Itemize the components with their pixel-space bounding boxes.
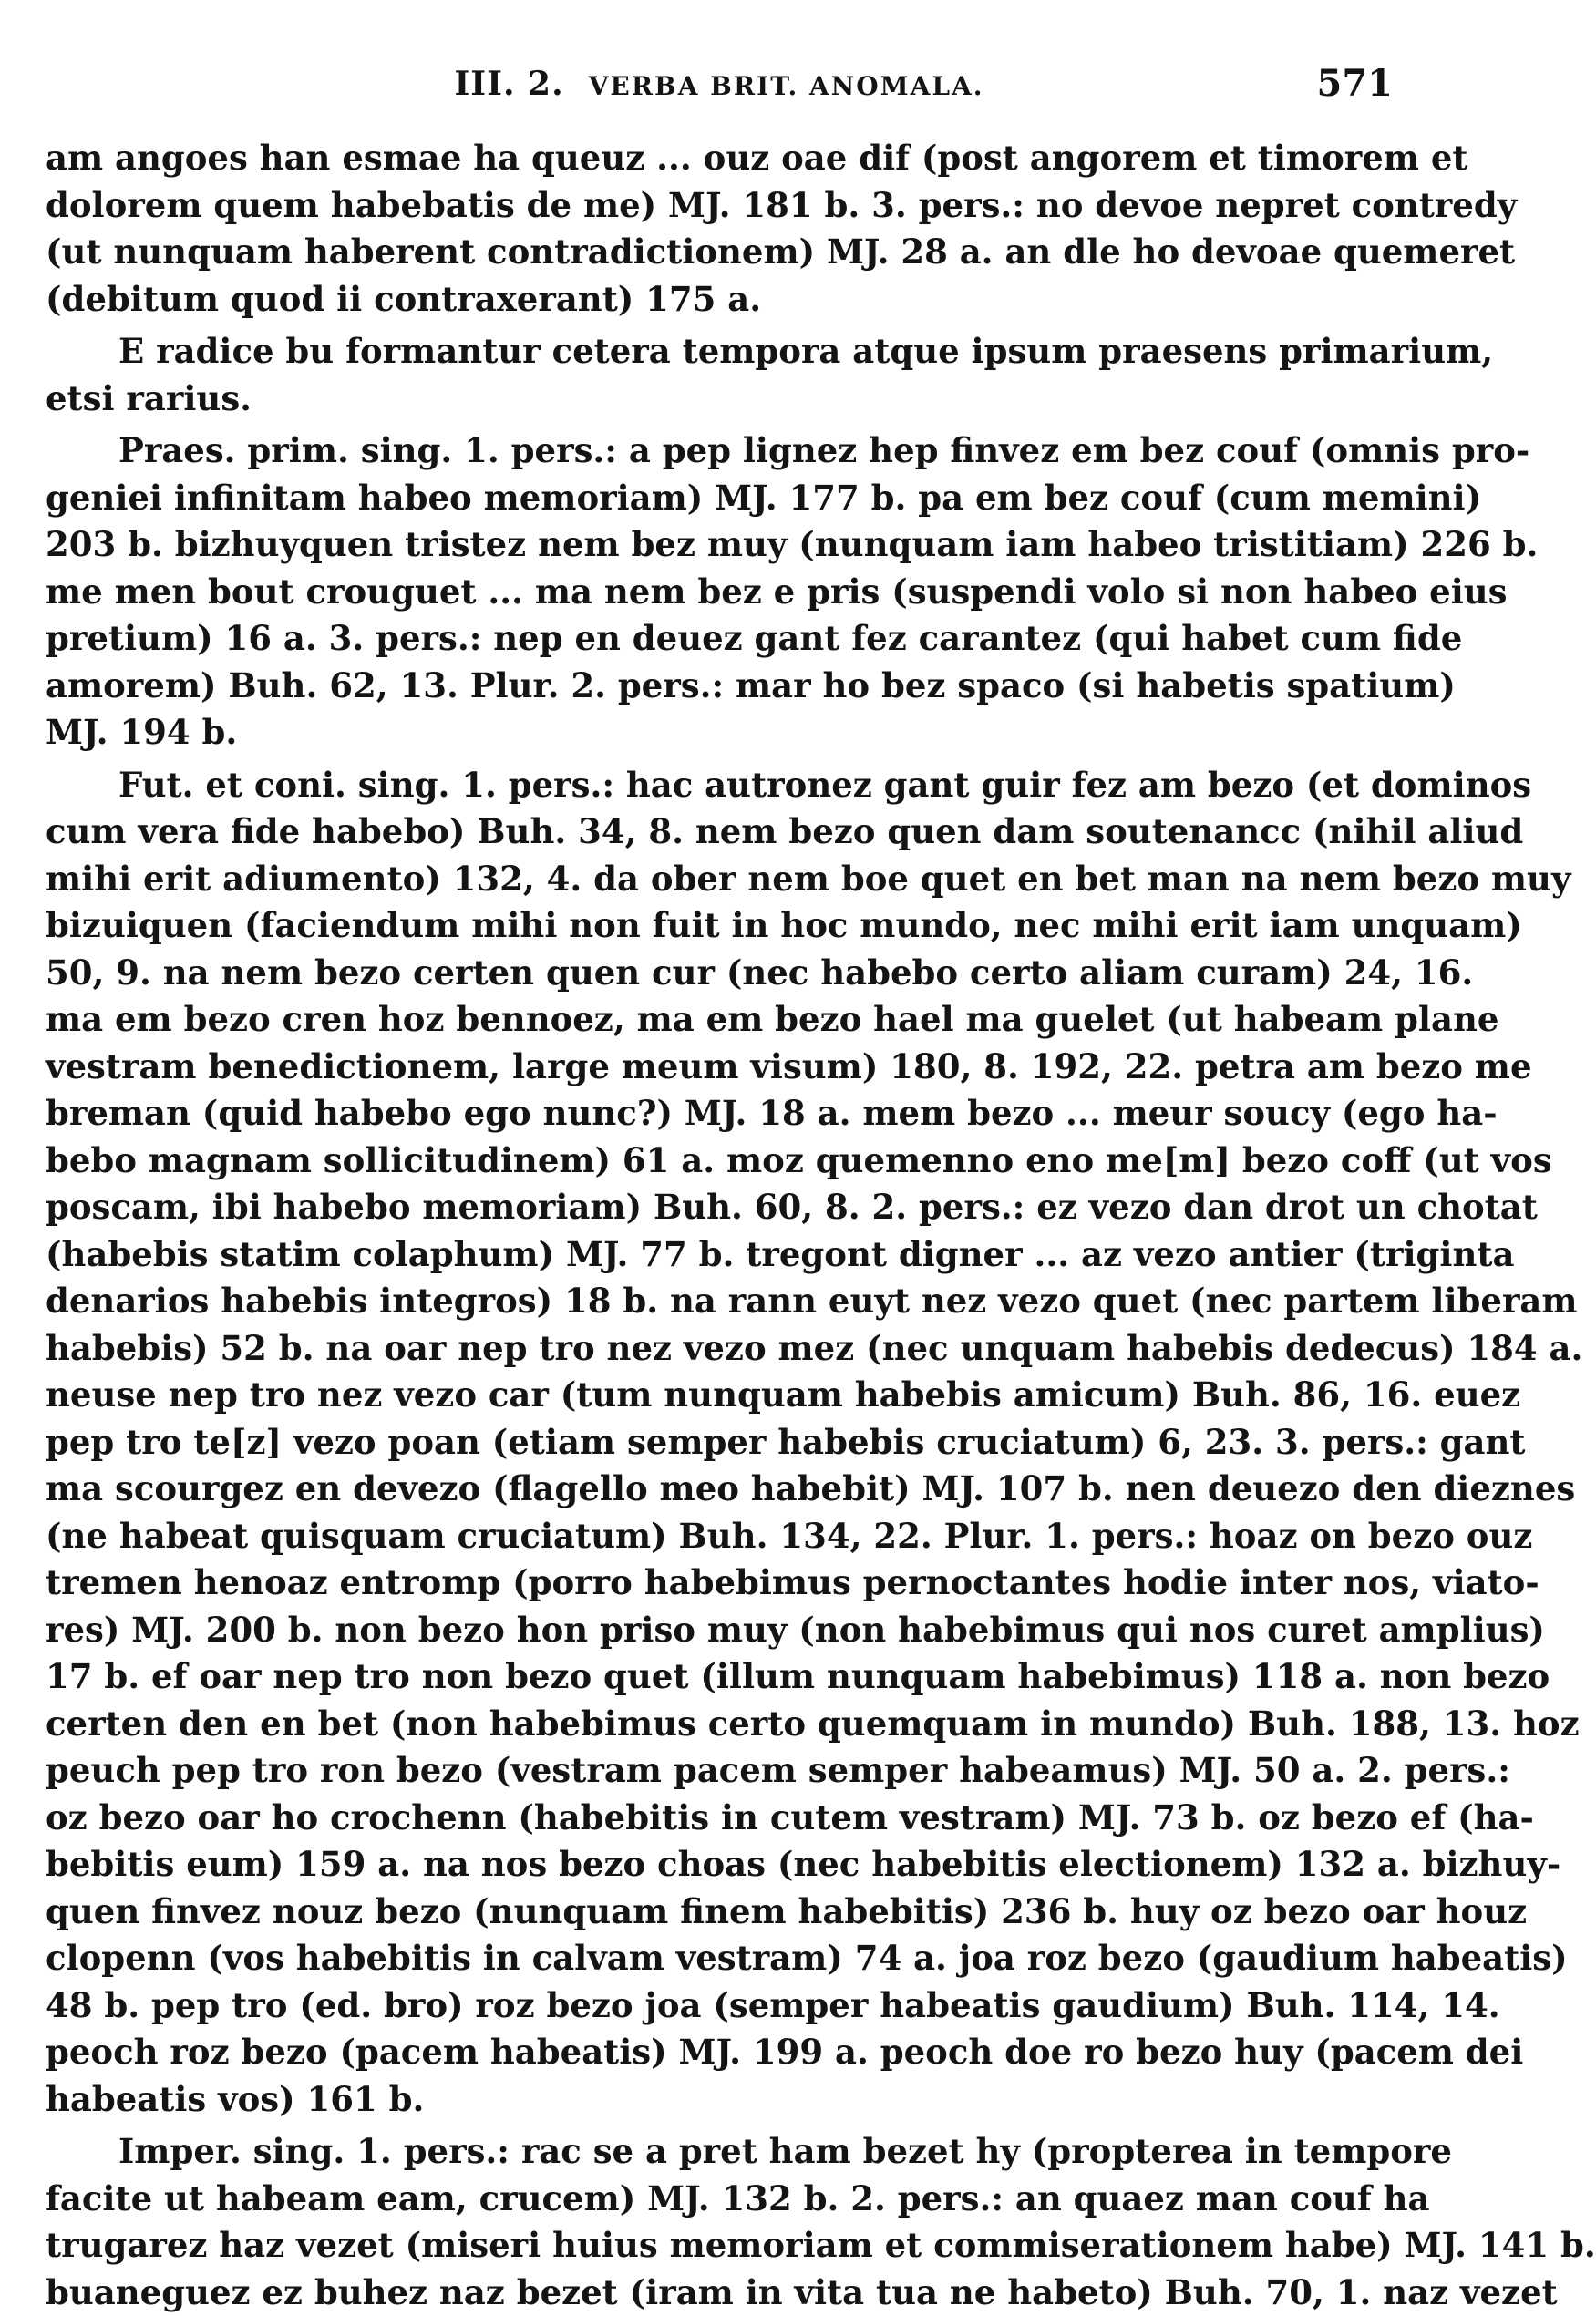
text-line: peoch roz bezo (pacem habeatis) MJ. 199 a. peoch doe ro bezo huy (pacem dei	[46, 2029, 1393, 2076]
text-line: Fut. et coni. sing. 1. pers.: hac autronez gant guir fez am bezo (et dominos	[46, 762, 1393, 809]
page-number: 571	[1317, 57, 1394, 111]
text-line: peuch pep tro ron bezo (vestram pacem semper habeamus) MJ. 50 a. 2. pers.:	[46, 1747, 1393, 1795]
text-line: (habebis statim colaphum) MJ. 77 b. tregont digner ... az vezo antier (triginta	[46, 1231, 1393, 1279]
text-line: certen den en bet (non habebimus certo quemquam in mundo) Buh. 188, 13. hoz	[46, 1701, 1393, 1748]
text-line: neuse nep tro nez vezo car (tum nunquam habebis amicum) Buh. 86, 16. euez	[46, 1372, 1393, 1419]
text-line: (ut nunquam haberent contradictionem) MJ. 28 a. an dle ho devoae quemeret	[46, 229, 1393, 276]
text-line: ma scourgez en devezo (flagello meo habebit) MJ. 107 b. nen deuezo den dieznes	[46, 1466, 1393, 1513]
text-line: pep tro te[z] vezo poan (etiam semper habebis cruciatum) 6, 23. 3. pers.: gant	[46, 1419, 1393, 1467]
text-line: (ne habeat quisquam cruciatum) Buh. 134, 22. Plur. 1. pers.: hoaz on bezo ouz	[46, 1513, 1393, 1560]
running-head-title: VERBA BRIT. ANOMALA.	[589, 71, 984, 101]
text-line: Imper. sing. 1. pers.: rac se a pret ham bezet hy (propterea in tempore	[46, 2128, 1393, 2176]
text-line: vestram benedictionem, large meum visum) 180, 8. 192, 22. petra am bezo me	[46, 1044, 1393, 1091]
running-head-section: III. 2.	[454, 65, 563, 103]
text-line: MJ. 194 b.	[46, 709, 1393, 757]
page-header	[46, 57, 1393, 111]
text-line: clopenn (vos habebitis in calvam vestram) 74 a. joa roz bezo (gaudium habeatis)	[46, 1935, 1393, 1982]
text-line: facite ut habeam eam, crucem) MJ. 132 b. 2. pers.: an quaez man couf ha	[46, 2176, 1393, 2223]
text-line: me men bout crouguet ... ma nem bez e pris (suspendi volo si non habeo eius	[46, 569, 1393, 616]
text-line: denarios habebis integros) 18 b. na rann euyt nez vezo quet (nec partem liberam	[46, 1278, 1393, 1325]
text-line: etsi rarius.	[46, 376, 1393, 423]
text-line: am angoes han esmae ha queuz ... ouz oae dif (post angorem et timorem et	[46, 135, 1393, 182]
text-line: habeatis vos) 161 b.	[46, 2076, 1393, 2124]
text-line: tremen henoaz entromp (porro habebimus pernoctantes hodie inter nos, viato-	[46, 1559, 1393, 1607]
text-line: 203 b. bizhuyquen tristez nem bez muy (nunquam iam habeo tristitiam) 226 b.	[46, 521, 1393, 569]
text-line: E radice bu formantur cetera tempora atque ipsum praesens primarium,	[46, 328, 1393, 376]
text-line: bizuiquen (faciendum mihi non fuit in hoc mundo, nec mihi erit iam unquam)	[46, 902, 1393, 950]
text-line: bebitis eum) 159 a. na nos bezo choas (nec habebitis electionem) 132 a. bizhuy-	[46, 1841, 1393, 1889]
body-text	[46, 135, 1393, 2316]
text-line: trugarez haz vezet (miseri huius memoriam et commiserationem habe) MJ. 141 b.	[46, 2222, 1393, 2270]
text-line: dolorem quem habebatis de me) MJ. 181 b. 3. pers.: no devoe nepret contredy	[46, 182, 1393, 230]
running-head	[46, 57, 1393, 114]
text-line: pretium) 16 a. 3. pers.: nep en deuez gant fez carantez (qui habet cum fide	[46, 615, 1393, 663]
text-line: quen finvez nouz bezo (nunquam finem habebitis) 236 b. huy oz bezo oar houz	[46, 1889, 1393, 1936]
text-line: 17 b. ef oar nep tro non bezo quet (illum nunquam habebimus) 118 a. non bezo	[46, 1653, 1393, 1701]
text-line: buaneguez ez buhez naz bezet (iram in vita tua ne habeto) Buh. 70, 1. naz vezet	[46, 2270, 1393, 2316]
text-line: breman (quid habebo ego nunc?) MJ. 18 a. mem bezo ... meur soucy (ego ha-	[46, 1090, 1393, 1137]
text-line: 48 b. pep tro (ed. bro) roz bezo joa (semper habeatis gaudium) Buh. 114, 14.	[46, 1982, 1393, 2030]
text-line: cum vera fide habebo) Buh. 34, 8. nem bezo quen dam soutenancc (nihil aliud	[46, 808, 1393, 856]
text-line: poscam, ibi habebo memoriam) Buh. 60, 8. 2. pers.: ez vezo dan drot un chotat	[46, 1184, 1393, 1231]
text-line: habebis) 52 b. na oar nep tro nez vezo mez (nec unquam habebis dedecus) 184 a.	[46, 1325, 1393, 1373]
text-line: ma em bezo cren hoz bennoez, ma em bezo hael ma guelet (ut habeam plane	[46, 996, 1393, 1044]
text-line: 50, 9. na nem bezo certen quen cur (nec habebo certo aliam curam) 24, 16.	[46, 950, 1393, 997]
text-line: res) MJ. 200 b. non bezo hon priso muy (non habebimus qui nos curet amplius)	[46, 1607, 1393, 1654]
text-line: oz bezo oar ho crochenn (habebitis in cutem vestram) MJ. 73 b. oz bezo ef (ha-	[46, 1795, 1393, 1842]
text-line: Praes. prim. sing. 1. pers.: a pep lignez hep finvez em bez couf (omnis pro-	[46, 427, 1393, 475]
text-line: geniei infinitam habeo memoriam) MJ. 177 b. pa em bez couf (cum memini)	[46, 475, 1393, 522]
text-line: (debitum quod ii contraxerant) 175 a.	[46, 276, 1393, 324]
text-line: bebo magnam sollicitudinem) 61 a. moz quemenno eno me[m] bezo coff (ut vos	[46, 1137, 1393, 1185]
text-line: amorem) Buh. 62, 13. Plur. 2. pers.: mar ho bez spaco (si habetis spatium)	[46, 663, 1393, 710]
text-line: mihi erit adiumento) 132, 4. da ober nem boe quet en bet man na nem bezo muy	[46, 856, 1393, 903]
